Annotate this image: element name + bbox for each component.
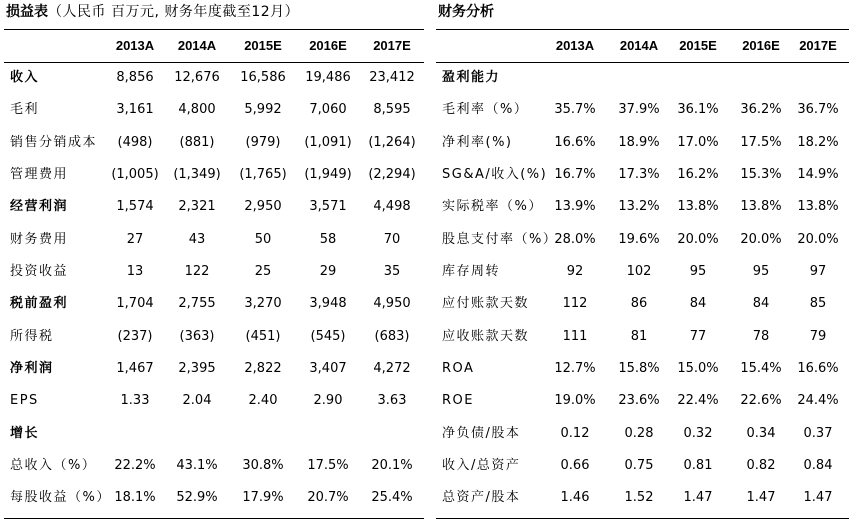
value-cell xyxy=(361,418,423,450)
income-title-text: 损益表 xyxy=(6,4,48,20)
value-cell: (979) xyxy=(245,134,281,150)
row-label: ROE xyxy=(442,393,474,409)
row-label: 经营利润 xyxy=(10,199,69,215)
value-cell: 23.6% xyxy=(618,393,660,409)
row-label: 财务费用 xyxy=(10,231,69,247)
value-cell: (1,349) xyxy=(173,167,221,183)
value-cell: 1,467 xyxy=(116,361,154,377)
table-row xyxy=(436,62,849,94)
value-cell: 17.9% xyxy=(242,490,284,506)
row-label: 应付账款天数 xyxy=(442,296,530,312)
value-cell: 13 xyxy=(126,264,144,280)
value-cell: 15.3% xyxy=(740,167,782,183)
value-cell: (1,005) xyxy=(111,167,159,183)
value-cell: 50 xyxy=(254,231,272,247)
year-header-cell: 2014A xyxy=(177,38,217,53)
value-cell: 13.9% xyxy=(554,199,596,215)
row-label: 税前盈利 xyxy=(10,296,69,312)
value-cell: 5,992 xyxy=(244,102,282,118)
value-cell xyxy=(787,62,849,94)
row-label: 库存周转 xyxy=(442,264,501,280)
value-cell: 20.0% xyxy=(677,231,719,247)
row-label: 应收账款天数 xyxy=(442,328,530,344)
row-label: 增长 xyxy=(10,425,40,441)
value-cell: 36.1% xyxy=(677,102,719,118)
value-cell: 1.47 xyxy=(803,490,833,506)
table-row xyxy=(4,353,424,385)
value-cell: 4,272 xyxy=(373,361,411,377)
value-cell: 35 xyxy=(383,264,401,280)
value-cell: (683) xyxy=(374,328,410,344)
value-cell: 0.37 xyxy=(803,425,833,441)
table-row xyxy=(436,94,849,126)
value-cell: 58 xyxy=(319,231,337,247)
table-row xyxy=(436,224,849,256)
year-header-cell: 2017E xyxy=(799,38,837,53)
value-cell: 13.8% xyxy=(740,199,782,215)
value-cell: 1.47 xyxy=(746,490,776,506)
row-label: 盈利能力 xyxy=(442,70,501,85)
row-label: 总收入（%） xyxy=(10,458,97,474)
table-row xyxy=(436,353,849,385)
value-cell: 29 xyxy=(319,264,337,280)
row-label: 管理费用 xyxy=(10,167,69,183)
value-cell: 3,270 xyxy=(244,296,282,312)
value-cell: 92 xyxy=(566,264,584,280)
value-cell: 2.04 xyxy=(182,393,212,409)
value-cell: 111 xyxy=(562,328,588,344)
value-cell: 3,948 xyxy=(309,296,347,312)
year-header xyxy=(4,30,424,62)
value-cell: 4,800 xyxy=(178,102,216,118)
value-cell: 22.2% xyxy=(114,458,156,474)
value-cell: (498) xyxy=(117,134,153,150)
value-cell: 8,595 xyxy=(373,102,411,118)
table-row xyxy=(436,256,849,288)
value-cell xyxy=(730,62,792,94)
value-cell: 112 xyxy=(562,296,588,312)
row-label: 所得税 xyxy=(10,328,54,344)
value-cell: 17.5% xyxy=(307,458,349,474)
analysis-title xyxy=(438,0,494,24)
value-cell: 0.28 xyxy=(624,425,654,441)
table-row xyxy=(4,224,424,256)
table-row xyxy=(436,321,849,353)
value-cell: 43.1% xyxy=(176,458,218,474)
value-cell: 0.75 xyxy=(624,458,654,474)
row-label: 股息支付率（%） xyxy=(442,231,558,247)
row-label: 每股收益（%） xyxy=(10,490,111,506)
value-cell: 4,950 xyxy=(373,296,411,312)
value-cell: 16.6% xyxy=(554,134,596,150)
value-cell: 1.52 xyxy=(624,490,654,506)
year-header-cell: 2014A xyxy=(619,38,659,53)
value-cell: 95 xyxy=(752,264,770,280)
value-cell: 1.46 xyxy=(560,490,590,506)
row-label: 实际税率（%） xyxy=(442,199,543,215)
value-cell: 0.82 xyxy=(746,458,776,474)
value-cell: 81 xyxy=(630,328,648,344)
value-cell: 18.1% xyxy=(114,490,156,506)
value-cell: 16,586 xyxy=(240,70,286,85)
row-label: 总资产/股本 xyxy=(442,490,521,506)
value-cell: (545) xyxy=(310,328,346,344)
table-row xyxy=(4,94,424,126)
year-header-cell: 2016E xyxy=(742,38,780,53)
value-cell: 19.6% xyxy=(618,231,660,247)
value-cell: 17.5% xyxy=(740,134,782,150)
row-label: 投资收益 xyxy=(10,264,69,280)
value-cell: 15.8% xyxy=(618,361,660,377)
value-cell: 85 xyxy=(809,296,827,312)
value-cell: 2.40 xyxy=(248,393,278,409)
value-cell: 43 xyxy=(188,231,206,247)
value-cell: 2,822 xyxy=(244,361,282,377)
value-cell: 15.0% xyxy=(677,361,719,377)
value-cell xyxy=(232,418,294,450)
table-row xyxy=(4,450,424,482)
value-cell xyxy=(166,418,228,450)
row-label: 收入 xyxy=(10,70,40,85)
table-row xyxy=(4,321,424,353)
value-cell: (1,091) xyxy=(304,134,352,150)
value-cell: 20.1% xyxy=(371,458,413,474)
value-cell: 2,755 xyxy=(178,296,216,312)
table-row xyxy=(4,418,424,450)
row-label: EPS xyxy=(10,393,39,409)
table-row xyxy=(4,191,424,223)
year-header-cell: 2015E xyxy=(244,38,282,53)
year-header-cell: 2015E xyxy=(679,38,717,53)
value-cell: 27 xyxy=(126,231,144,247)
value-cell: 79 xyxy=(809,328,827,344)
value-cell: 19,486 xyxy=(305,70,351,85)
value-cell: 17.3% xyxy=(618,167,660,183)
value-cell: 0.34 xyxy=(746,425,776,441)
value-cell: 0.32 xyxy=(683,425,713,441)
value-cell: 102 xyxy=(626,264,652,280)
value-cell: 84 xyxy=(689,296,707,312)
value-cell xyxy=(667,62,729,94)
value-cell xyxy=(104,418,166,450)
value-cell: 2,395 xyxy=(178,361,216,377)
value-cell: 1.33 xyxy=(120,393,150,409)
value-cell xyxy=(297,418,359,450)
value-cell: 20.0% xyxy=(797,231,839,247)
table-row xyxy=(4,482,424,514)
value-cell: 95 xyxy=(689,264,707,280)
value-cell: 13.2% xyxy=(618,199,660,215)
table-row xyxy=(436,127,849,159)
value-cell: 1.47 xyxy=(683,490,713,506)
value-cell: 86 xyxy=(630,296,648,312)
value-cell: 17.0% xyxy=(677,134,719,150)
value-cell: 36.7% xyxy=(797,102,839,118)
value-cell xyxy=(608,62,670,94)
table-row xyxy=(436,288,849,320)
value-cell: 2.90 xyxy=(313,393,343,409)
value-cell: (1,949) xyxy=(304,167,352,183)
income-subtitle: （人民币 百万元, 财务年度截至12月） xyxy=(48,4,300,20)
value-cell: 18.9% xyxy=(618,134,660,150)
value-cell: 30.8% xyxy=(242,458,284,474)
value-cell: 122 xyxy=(184,264,210,280)
value-cell: 3,407 xyxy=(309,361,347,377)
value-cell: (881) xyxy=(179,134,215,150)
table-row xyxy=(4,127,424,159)
row-label: ROA xyxy=(442,361,475,377)
table-row xyxy=(4,62,424,94)
ratio-rows xyxy=(436,62,849,515)
value-cell: 16.6% xyxy=(797,361,839,377)
table-row xyxy=(4,385,424,417)
row-label: 净利润 xyxy=(10,361,54,377)
value-cell: 14.9% xyxy=(797,167,839,183)
value-cell: 23,412 xyxy=(369,70,415,85)
value-cell: 2,321 xyxy=(178,199,216,215)
year-header xyxy=(436,30,849,62)
value-cell: 52.9% xyxy=(176,490,218,506)
table-row xyxy=(4,256,424,288)
analysis-title-text: 财务分析 xyxy=(438,4,494,20)
income-rows xyxy=(4,62,424,515)
value-cell: 4,498 xyxy=(373,199,411,215)
value-cell: 84 xyxy=(752,296,770,312)
value-cell: 24.4% xyxy=(797,393,839,409)
value-cell: (1,264) xyxy=(368,134,416,150)
table-row xyxy=(436,191,849,223)
value-cell: (363) xyxy=(179,328,215,344)
value-cell: 16.2% xyxy=(677,167,719,183)
value-cell: 25.4% xyxy=(371,490,413,506)
value-cell: 13.8% xyxy=(677,199,719,215)
value-cell xyxy=(544,62,606,94)
value-cell: 20.7% xyxy=(307,490,349,506)
table-row xyxy=(436,385,849,417)
table-row xyxy=(436,482,849,514)
table-row xyxy=(436,159,849,191)
value-cell: 78 xyxy=(752,328,770,344)
value-cell: 13.8% xyxy=(797,199,839,215)
value-cell: 70 xyxy=(383,231,401,247)
bottom-rule xyxy=(4,518,424,519)
value-cell: 8,856 xyxy=(116,70,154,85)
row-label: SG&A/收入(%) xyxy=(442,167,548,183)
value-cell: 0.12 xyxy=(560,425,590,441)
value-cell: 7,060 xyxy=(309,102,347,118)
year-header-cell: 2016E xyxy=(309,38,347,53)
row-label: 净负债/股本 xyxy=(442,425,521,441)
value-cell: 0.84 xyxy=(803,458,833,474)
value-cell: 22.6% xyxy=(740,393,782,409)
value-cell: (1,765) xyxy=(239,167,287,183)
value-cell: 3,571 xyxy=(309,199,347,215)
year-header-cell: 2013A xyxy=(115,38,155,53)
value-cell: 36.2% xyxy=(740,102,782,118)
value-cell: 1,574 xyxy=(116,199,154,215)
income-statement-title xyxy=(6,0,299,24)
value-cell: 97 xyxy=(809,264,827,280)
table-row xyxy=(4,159,424,191)
value-cell: (2,294) xyxy=(368,167,416,183)
value-cell: 0.66 xyxy=(560,458,590,474)
value-cell: 12,676 xyxy=(174,70,220,85)
value-cell: (237) xyxy=(117,328,153,344)
bottom-rule xyxy=(436,518,849,519)
table-row xyxy=(436,418,849,450)
value-cell: 77 xyxy=(689,328,707,344)
value-cell: 19.0% xyxy=(554,393,596,409)
value-cell: 37.9% xyxy=(618,102,660,118)
row-label: 毛利率（%） xyxy=(442,102,529,118)
value-cell: 22.4% xyxy=(677,393,719,409)
value-cell: 3.63 xyxy=(377,393,407,409)
value-cell: 1,704 xyxy=(116,296,154,312)
year-header-cell: 2013A xyxy=(555,38,595,53)
table-row xyxy=(436,450,849,482)
row-label: 毛利 xyxy=(10,102,40,118)
value-cell: 0.81 xyxy=(683,458,713,474)
value-cell: 15.4% xyxy=(740,361,782,377)
value-cell: 18.2% xyxy=(797,134,839,150)
value-cell: 2,950 xyxy=(244,199,282,215)
row-label: 销售分销成本 xyxy=(10,134,98,150)
row-label: 净利率(%) xyxy=(442,134,513,150)
value-cell: 3,161 xyxy=(116,102,154,118)
value-cell: 16.7% xyxy=(554,167,596,183)
year-header-cell: 2017E xyxy=(373,38,411,53)
value-cell: 20.0% xyxy=(740,231,782,247)
value-cell: 35.7% xyxy=(554,102,596,118)
table-row xyxy=(4,288,424,320)
value-cell: 25 xyxy=(254,264,272,280)
value-cell: 12.7% xyxy=(554,361,596,377)
value-cell: (451) xyxy=(245,328,281,344)
value-cell: 28.0% xyxy=(554,231,596,247)
row-label: 收入/总资产 xyxy=(442,458,521,474)
